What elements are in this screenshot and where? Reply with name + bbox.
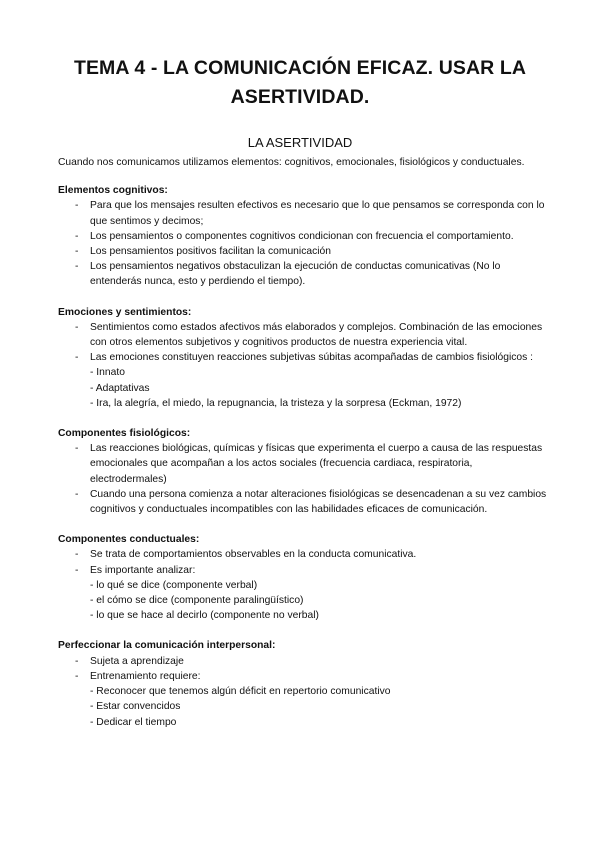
- sub-list-item: - Innato: [90, 367, 125, 379]
- sub-list-item: - el cómo se dice (componente paralingüístico): [90, 595, 304, 607]
- list-item: - Para que los mensajes resulten efectivos es necesario que lo que pensamos se corresponda con lo que sentimos y decimos;: [58, 198, 548, 228]
- sub-list-item: - Ira, la alegría, el miedo, la repugnancia, la tristeza y la sorpresa (Eckman, 1972): [90, 397, 462, 409]
- sub-list-item: - Reconocer que tenemos algún déficit en repertorio comunicativo: [90, 686, 391, 698]
- section-emotions: [58, 305, 548, 411]
- bullet-list: [58, 320, 548, 411]
- sub-list-item: - lo que se hace al decirlo (componente no verbal): [90, 610, 319, 622]
- section-heading: Elementos cognitivos:: [58, 185, 168, 197]
- list-item-text: Es importante analizar:: [90, 564, 196, 576]
- list-item: - Sujeta a aprendizaje: [58, 654, 548, 669]
- sub-list: [90, 684, 548, 730]
- list-item: - Cuando una persona comienza a notar alteraciones fisiológicas se desencadenan a su vez cambios cognitivos y conductuales incompatibles con las habilidades eficaces de comunicación.: [58, 487, 548, 517]
- list-item: [58, 669, 548, 730]
- list-item: [58, 350, 548, 411]
- list-item-text: Las emociones constituyen reacciones subjetivas súbitas acompañadas de cambios fisiológicos :: [90, 352, 534, 364]
- section-heading: Componentes conductuales:: [58, 534, 200, 546]
- section-heading: Emociones y sentimientos:: [58, 306, 192, 318]
- intro-paragraph: Cuando nos comunicamos utilizamos elementos: cognitivos, emocionales, fisiológicos y conductuales.: [58, 157, 525, 168]
- page-title: TEMA 4 - LA COMUNICACIÓN EFICAZ. USAR LA ASERTIVIDAD.: [73, 57, 527, 108]
- list-item: [58, 563, 548, 624]
- section-interpersonal: [58, 638, 548, 729]
- bullet-list: [58, 654, 548, 730]
- bullet-list: [58, 441, 548, 517]
- list-item: - Los pensamientos positivos facilitan la comunicación: [58, 244, 548, 259]
- document-body: [58, 155, 548, 745]
- section-cognitive: [58, 183, 548, 289]
- list-item: - Los pensamientos o componentes cognitivos condicionan con frecuencia el comportamiento.: [58, 229, 548, 244]
- section-behavioral: [58, 532, 548, 623]
- section-heading: Perfeccionar la comunicación interpersonal:: [58, 640, 276, 652]
- bullet-list: [58, 547, 548, 623]
- section-heading: Componentes fisiológicos:: [58, 428, 191, 440]
- bullet-list: [58, 198, 548, 289]
- section-subtitle: LA ASERTIVIDAD: [247, 135, 353, 150]
- list-item-text: Entrenamiento requiere:: [90, 670, 201, 682]
- sub-list-item: - Adaptativas: [90, 382, 150, 394]
- list-item: - Se trata de comportamientos observables en la conducta comunicativa.: [58, 547, 548, 562]
- sub-list-item: - lo qué se dice (componente verbal): [90, 579, 258, 591]
- sub-list: [90, 365, 548, 411]
- list-item: - Las reacciones biológicas, químicas y físicas que experimenta el cuerpo a causa de las respuestas emocionales que acompañan a los actos sociales (frecuencia cardiaca, respiratoria, electrodermales): [58, 441, 548, 487]
- sub-list-item: - Estar convencidos: [90, 701, 181, 713]
- section-physiological: [58, 426, 548, 517]
- list-item: - Sentimientos como estados afectivos más elaborados y complejos. Combinación de las emociones con otros elementos subjetivos y cognitivos productos de nuestra experiencia vital.: [58, 320, 548, 350]
- sub-list-item: - Dedicar el tiempo: [90, 716, 177, 728]
- list-item: - Los pensamientos negativos obstaculizan la ejecución de conductas comunicativas (No lo entenderás nunca, esto y perdiendo el tiempo).: [58, 259, 548, 289]
- sub-list: [90, 578, 548, 624]
